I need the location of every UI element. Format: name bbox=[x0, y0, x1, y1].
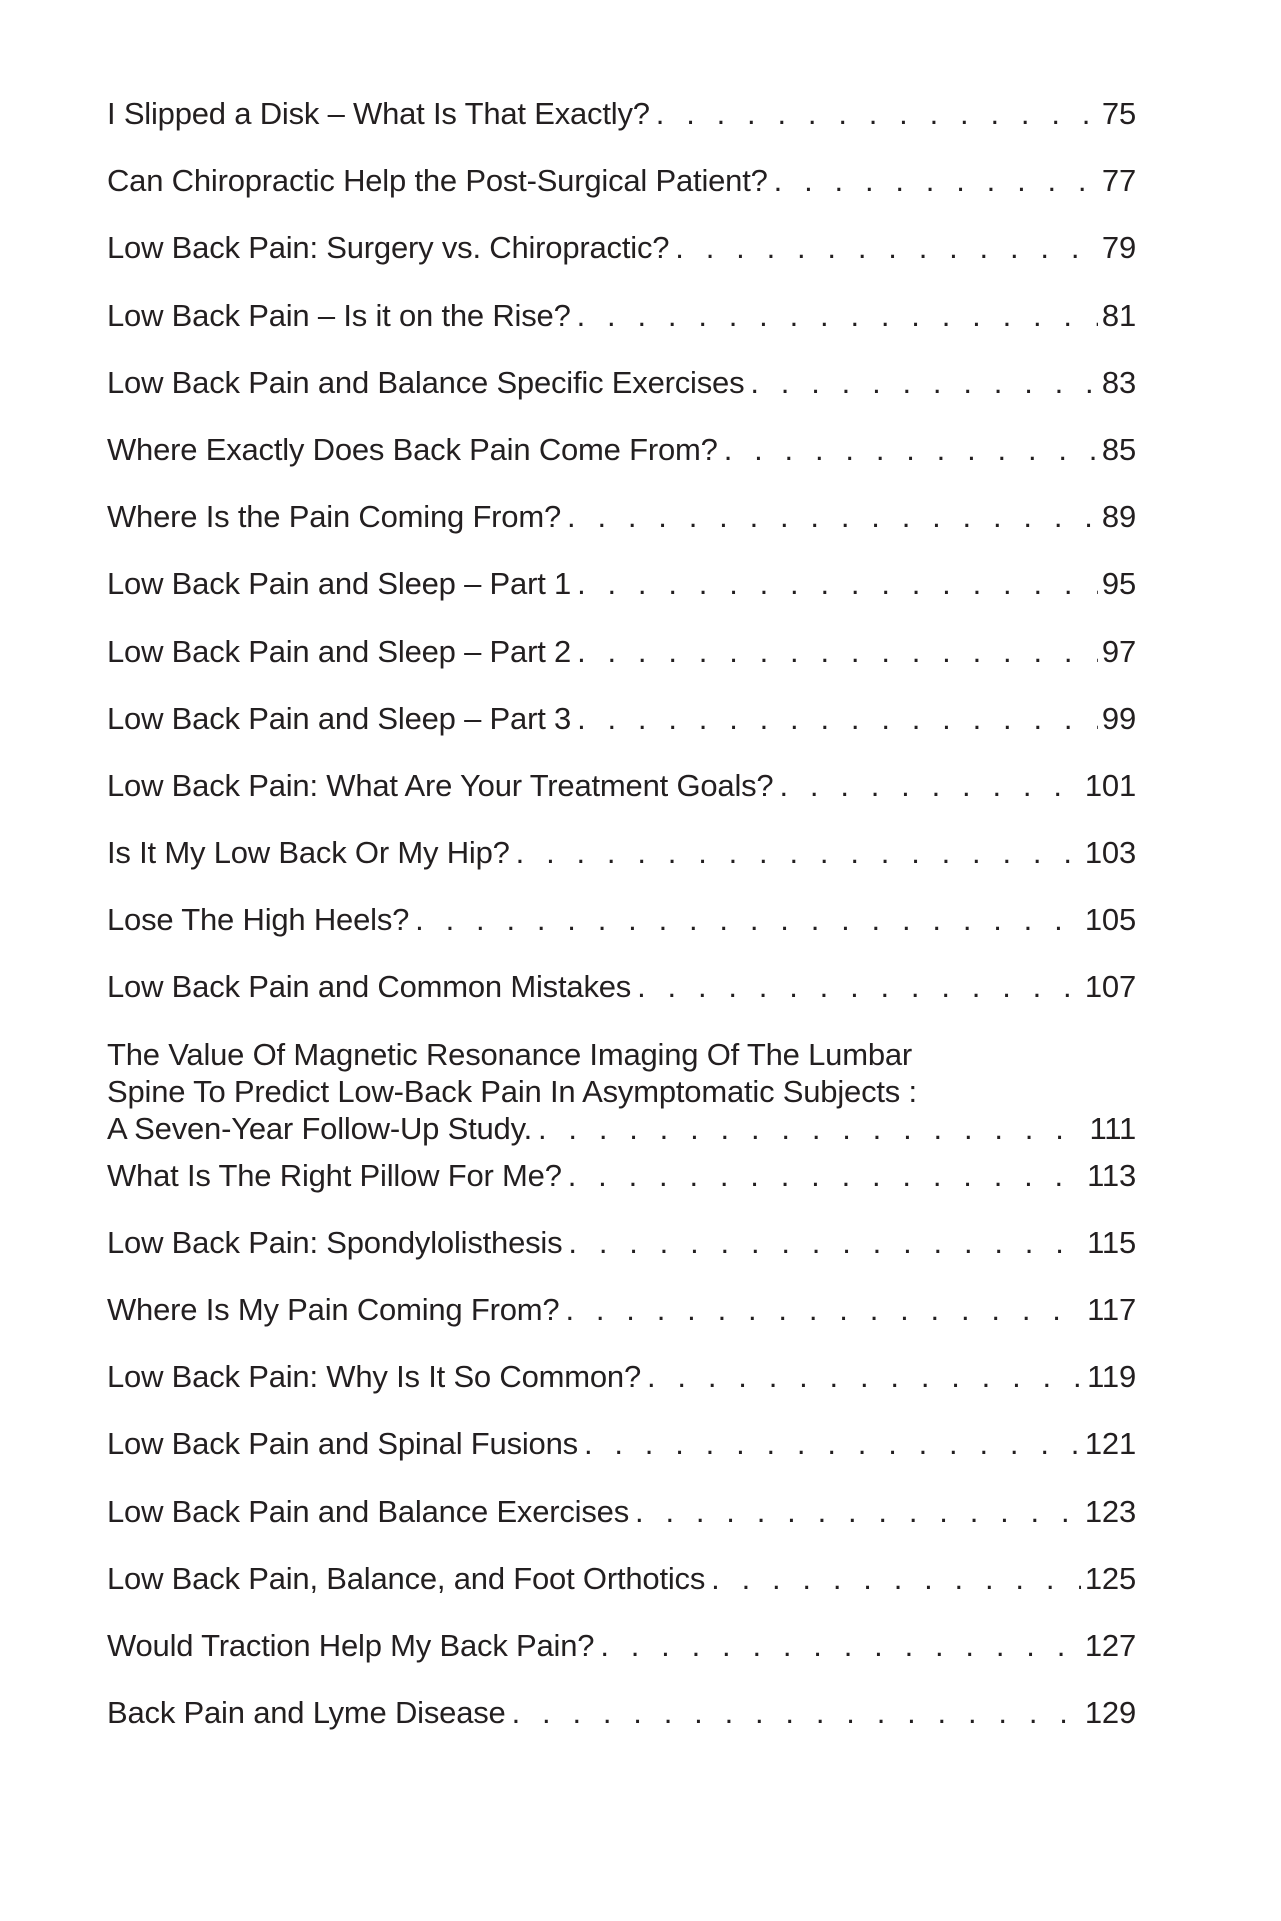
toc-entry[interactable] bbox=[107, 95, 1136, 162]
toc-entry-page-number: 77 bbox=[1101, 163, 1136, 199]
dot-leader bbox=[538, 1110, 1085, 1147]
toc-entry-title: Low Back Pain: Surgery vs. Chiropractic? bbox=[107, 230, 670, 266]
dot-leader bbox=[724, 431, 1098, 468]
toc-entry-title: Lose The High Heels? bbox=[107, 902, 410, 938]
toc-entry[interactable] bbox=[107, 1560, 1136, 1627]
toc-entry-page-number: 81 bbox=[1101, 297, 1136, 333]
toc-entry-title-line-2: Spine To Predict Low-Back Pain In Asymptomatic Subjects : bbox=[107, 1073, 917, 1109]
toc-entry[interactable] bbox=[107, 1493, 1136, 1560]
toc-entry-title: Is It My Low Back Or My Hip? bbox=[107, 835, 510, 871]
toc-entry-title: Low Back Pain and Common Mistakes bbox=[107, 969, 632, 1005]
dot-leader bbox=[512, 1694, 1081, 1731]
toc-entry-title: Low Back Pain: What Are Your Treatment Goals? bbox=[107, 767, 774, 803]
toc-entry-page-number: 117 bbox=[1087, 1292, 1136, 1327]
toc-entry-page-number: 123 bbox=[1084, 1493, 1136, 1529]
toc-entry-page-number: 95 bbox=[1101, 566, 1136, 602]
toc-entry-title: Low Back Pain and Balance Exercises bbox=[107, 1493, 630, 1529]
toc-entry[interactable] bbox=[107, 229, 1136, 296]
toc-entry-title: Low Back Pain and Spinal Fusions bbox=[107, 1426, 578, 1462]
toc-entry[interactable] bbox=[107, 968, 1136, 1035]
toc-entry[interactable] bbox=[107, 1157, 1136, 1224]
toc-entry-title: Low Back Pain: Spondylolisthesis bbox=[107, 1224, 563, 1260]
toc-entry-page-number: 103 bbox=[1084, 835, 1136, 871]
dot-leader bbox=[656, 95, 1098, 132]
toc-entry-page-number: 129 bbox=[1084, 1695, 1136, 1731]
toc-entry-page-number: 75 bbox=[1101, 96, 1136, 131]
dot-leader bbox=[774, 162, 1098, 199]
toc-entry-title: Low Back Pain and Balance Specific Exercises bbox=[107, 364, 745, 400]
toc-entry[interactable] bbox=[107, 1425, 1136, 1492]
toc-entry-title: What Is The Right Pillow For Me? bbox=[107, 1157, 562, 1193]
toc-entry[interactable] bbox=[107, 297, 1136, 364]
toc-entry-title: Low Back Pain and Sleep – Part 2 bbox=[107, 633, 572, 669]
toc-entry[interactable] bbox=[107, 162, 1136, 229]
toc-entry-page-number: 89 bbox=[1101, 499, 1136, 535]
toc-entry[interactable] bbox=[107, 1694, 1136, 1761]
toc-entry-title: Where Is the Pain Coming From? bbox=[107, 499, 562, 535]
toc-entry-page-number: 83 bbox=[1101, 364, 1136, 400]
toc-entry-page-number: 79 bbox=[1101, 230, 1136, 266]
toc-entry[interactable] bbox=[107, 633, 1136, 700]
toc-entry[interactable] bbox=[107, 1358, 1136, 1425]
toc-entry-title-line-3: A Seven-Year Follow-Up Study. bbox=[107, 1110, 532, 1146]
dot-leader bbox=[584, 1425, 1081, 1462]
toc-entry[interactable] bbox=[107, 431, 1136, 498]
dot-leader bbox=[568, 1224, 1083, 1261]
dot-leader bbox=[577, 633, 1098, 670]
toc-entry[interactable] bbox=[107, 565, 1136, 632]
toc-entry-title-line-1: The Value Of Magnetic Resonance Imaging Of The Lumbar bbox=[107, 1036, 913, 1072]
dot-leader bbox=[750, 364, 1098, 401]
toc-entry-last-line bbox=[107, 1110, 1136, 1147]
toc-entry[interactable] bbox=[107, 1627, 1136, 1694]
toc-entry-title: Where Is My Pain Coming From? bbox=[107, 1292, 560, 1327]
dot-leader bbox=[565, 1291, 1083, 1328]
dot-leader bbox=[567, 498, 1098, 535]
toc-entry-page-number: 97 bbox=[1101, 633, 1136, 669]
toc-entry-title: Low Back Pain: Why Is It So Common? bbox=[107, 1359, 641, 1395]
dot-leader bbox=[711, 1560, 1081, 1597]
toc-entry-title: Can Chiropractic Help the Post-Surgical Patient? bbox=[107, 163, 768, 199]
toc-entry-title: Low Back Pain and Sleep – Part 1 bbox=[107, 566, 572, 602]
dot-leader bbox=[647, 1358, 1083, 1395]
dot-leader bbox=[675, 229, 1098, 266]
dot-leader bbox=[637, 968, 1081, 1005]
toc-entry-multiline[interactable] bbox=[107, 1036, 1136, 1157]
toc-entry-title: Back Pain and Lyme Disease bbox=[107, 1695, 506, 1731]
toc-entry-page-number: 115 bbox=[1087, 1224, 1136, 1260]
dot-leader bbox=[779, 767, 1080, 804]
dot-leader bbox=[635, 1493, 1081, 1530]
dot-leader bbox=[600, 1627, 1081, 1664]
toc-entry[interactable] bbox=[107, 901, 1136, 968]
toc-entry[interactable] bbox=[107, 364, 1136, 431]
dot-leader bbox=[415, 901, 1081, 938]
toc-entry-title: Where Exactly Does Back Pain Come From? bbox=[107, 431, 718, 467]
dot-leader bbox=[577, 700, 1098, 737]
toc-entry-title: Would Traction Help My Back Pain? bbox=[107, 1627, 595, 1663]
toc-entry-page-number: 99 bbox=[1101, 700, 1136, 736]
toc-entry-page-number: 113 bbox=[1087, 1157, 1136, 1193]
toc-entry-page-number: 127 bbox=[1084, 1627, 1136, 1663]
toc-entry[interactable] bbox=[107, 834, 1136, 901]
toc-entry[interactable] bbox=[107, 700, 1136, 767]
toc-entry-page-number: 125 bbox=[1084, 1560, 1136, 1596]
dot-leader bbox=[577, 565, 1098, 602]
dot-leader bbox=[516, 834, 1081, 871]
toc-entry[interactable] bbox=[107, 1224, 1136, 1291]
toc-entry-page-number: 85 bbox=[1101, 431, 1136, 467]
toc-entry-page-number: 111 bbox=[1089, 1110, 1136, 1146]
toc-entry-page-number: 101 bbox=[1084, 767, 1136, 803]
toc-entry-page-number: 121 bbox=[1084, 1426, 1136, 1462]
table-of-contents bbox=[107, 95, 1136, 1761]
dot-leader bbox=[577, 297, 1098, 334]
toc-entry[interactable] bbox=[107, 498, 1136, 565]
toc-entry-title: Low Back Pain – Is it on the Rise? bbox=[107, 297, 571, 333]
toc-entry-title: I Slipped a Disk – What Is That Exactly? bbox=[107, 96, 650, 131]
toc-entry-page-number: 119 bbox=[1087, 1359, 1136, 1395]
toc-entry-title: Low Back Pain, Balance, and Foot Orthotics bbox=[107, 1560, 706, 1596]
toc-entry-page-number: 105 bbox=[1084, 902, 1136, 938]
toc-entry[interactable] bbox=[107, 1291, 1136, 1358]
toc-entry-page-number: 107 bbox=[1084, 969, 1136, 1005]
toc-entry[interactable] bbox=[107, 767, 1136, 834]
dot-leader bbox=[568, 1157, 1083, 1194]
toc-entry-title: Low Back Pain and Sleep – Part 3 bbox=[107, 700, 572, 736]
